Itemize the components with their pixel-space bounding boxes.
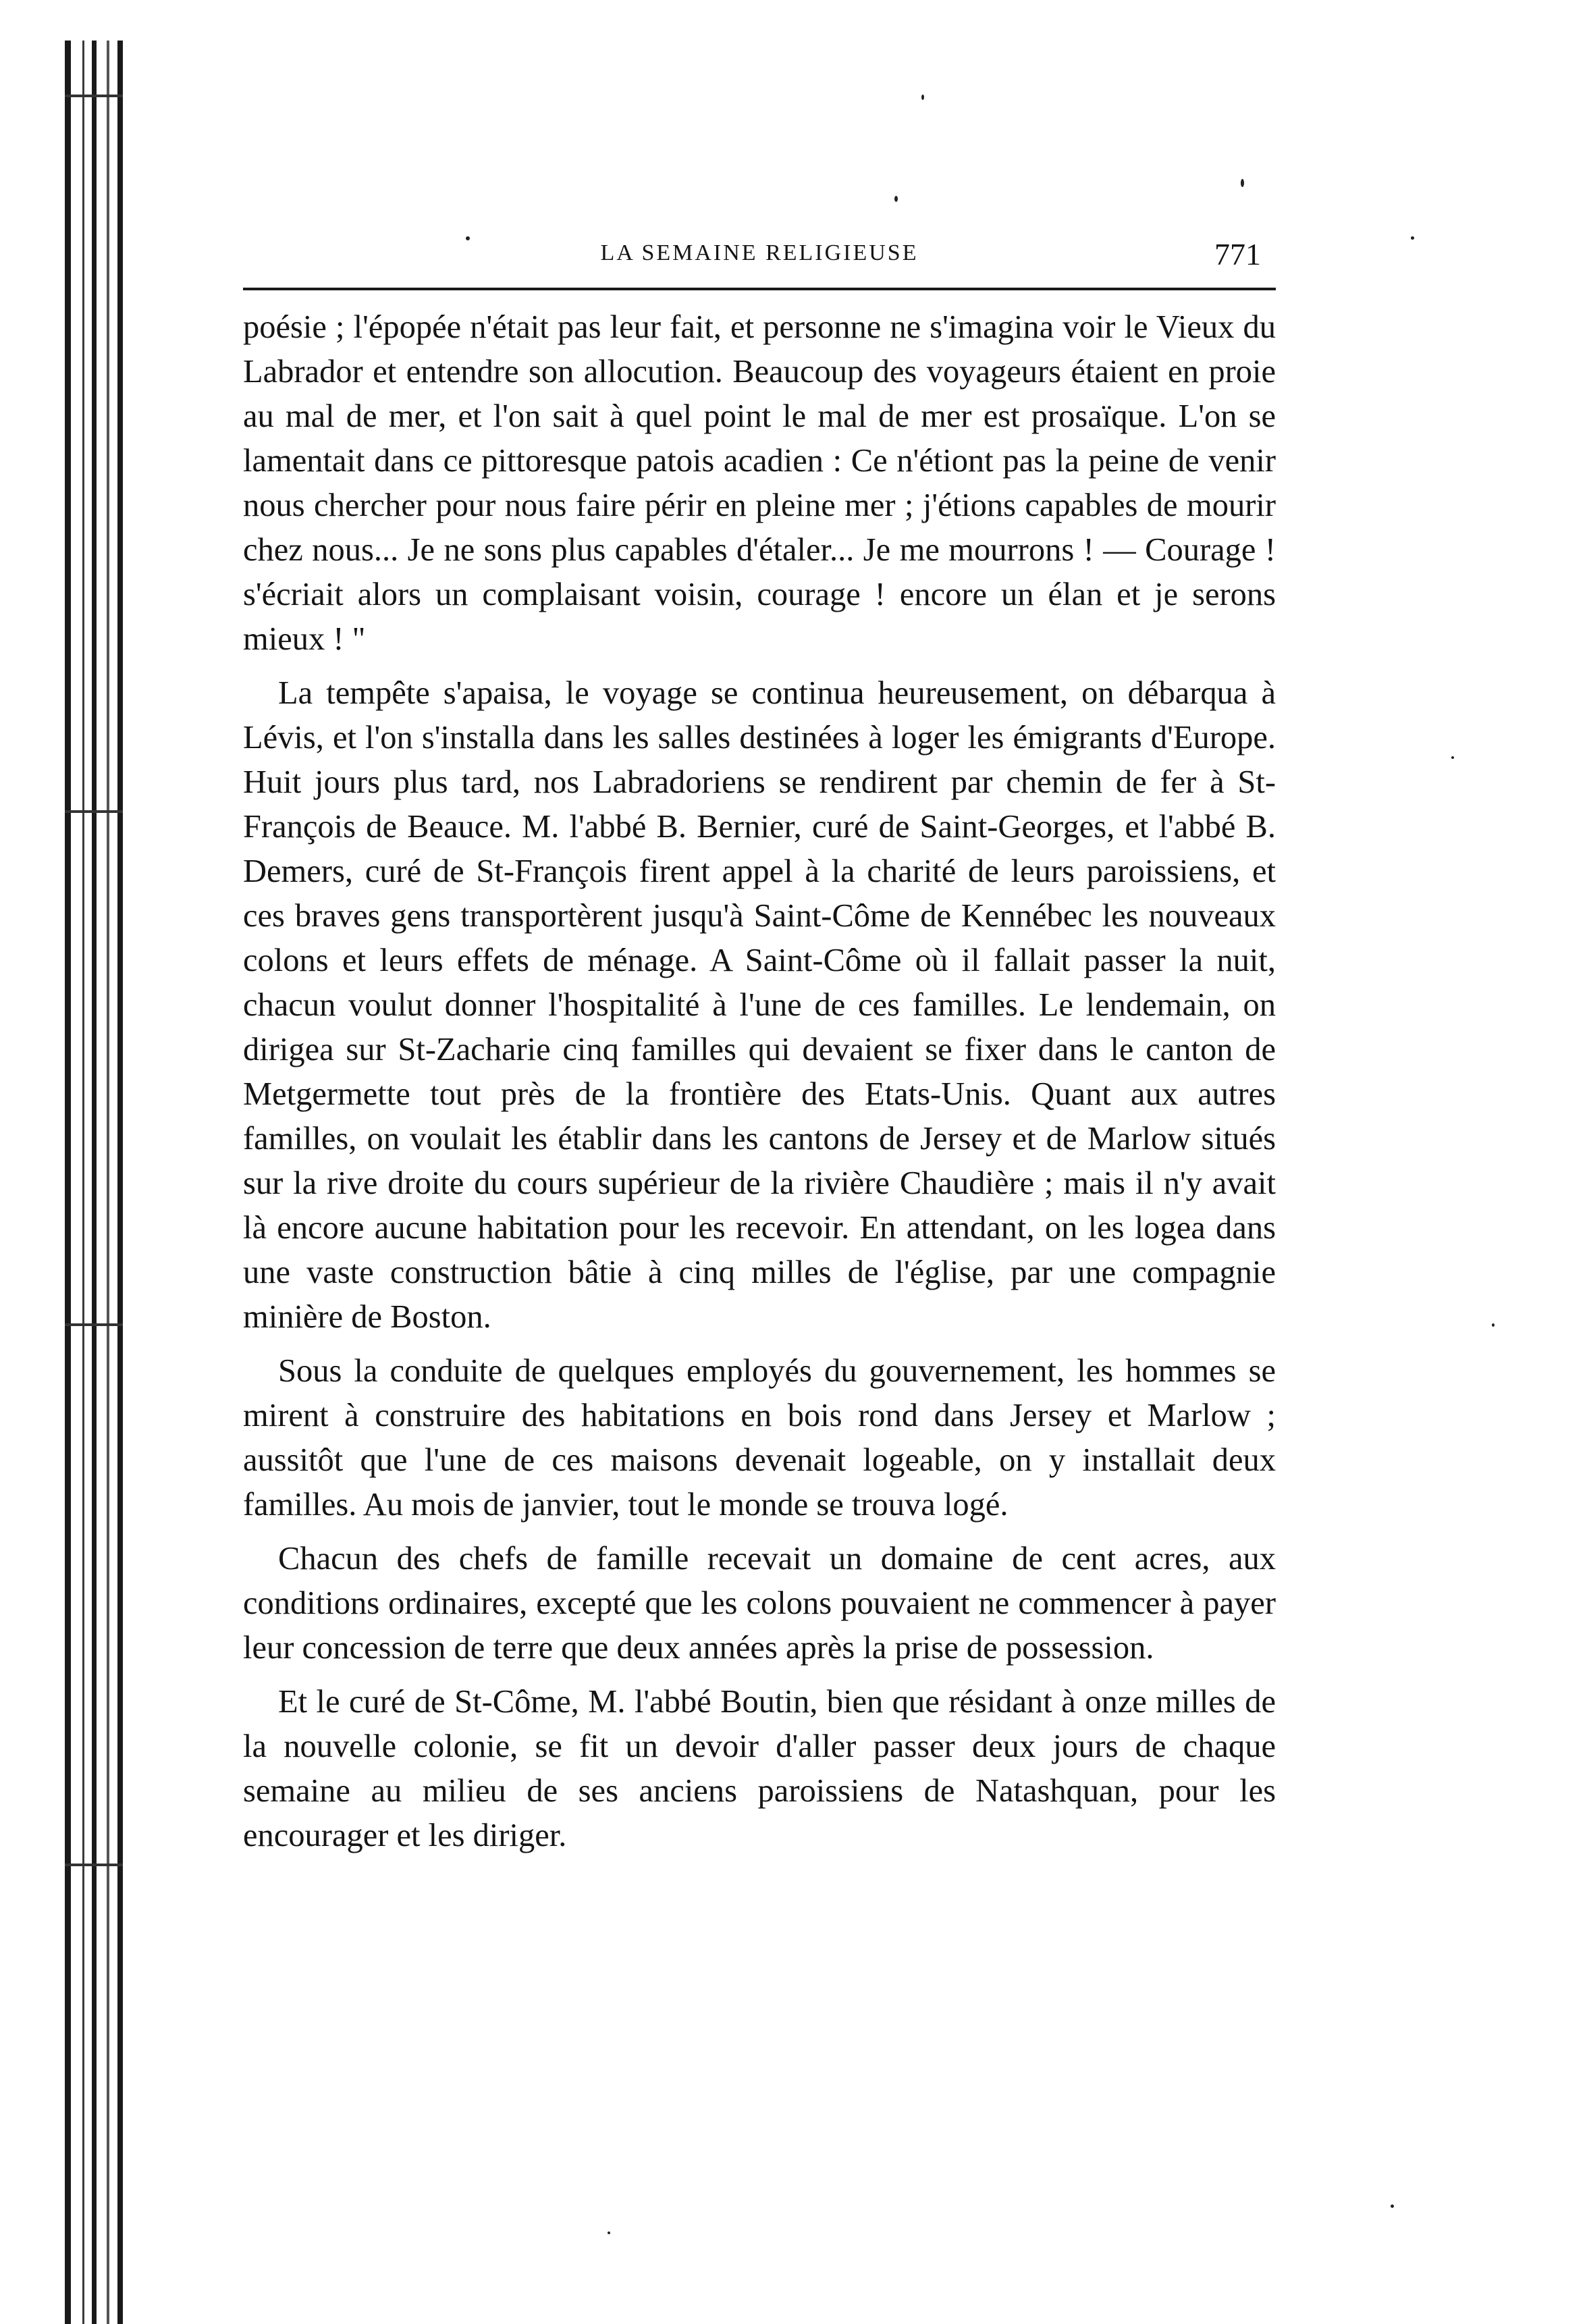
running-head bbox=[243, 236, 1276, 277]
scan-speck bbox=[1391, 2204, 1394, 2208]
paragraph: poésie ; l'épopée n'était pas leur fait, et personne ne s'imagina voir le Vieux du Labrador et entendre son allocution. Beaucoup des voyageurs étaient en proie au mal de mer, et l'on sait à quel point le mal de mer est prosaïque. L'on se lamentait dans ce pittoresque patois acadien : Ce n'étiont pas la peine de venir nous chercher pour nous faire périr en pleine mer ; j'étions capables de mourir chez nous... Je ne sons plus capables d'étaler... Je me mourrons ! — Courage ! s'écriait alors un complaisant voisin, courage ! encore un élan et je serons mieux ! " bbox=[243, 309, 1276, 657]
scan-speck bbox=[1411, 236, 1414, 240]
scan-speck bbox=[1492, 1323, 1495, 1327]
page-number: 771 bbox=[1214, 237, 1261, 271]
binding-edge bbox=[65, 41, 123, 2324]
body-text bbox=[243, 305, 1276, 1858]
page bbox=[243, 236, 1276, 1868]
paragraph: La tempête s'apaisa, le voyage se continua heureusement, on débarqua à Lévis, et l'on s'installa dans les salles destinées à loger les émigrants d'Europe. Huit jours plus tard, nos Labradoriens se rendirent par chemin de fer à St-François de Beauce. M. l'abbé B. Bernier, curé de Saint-Georges, et l'abbé B. Demers, curé de St-François firent appel à la charité de leurs paroissiens, et ces braves gens transportèrent jusqu'à Saint-Côme de Kennébec les nouveaux colons et leurs effets de ménage. A Saint-Côme où il fallait passer la nuit, chacun voulut donner l'hospitalité à l'une de ces familles. Le lendemain, on dirigea sur St-Zacharie cinq familles qui devaient se fixer dans le canton de Metgermette tout près de la frontière des Etats-Unis. Quant aux autres familles, on voulait les établir dans les cantons de Jersey et de Marlow situés sur la rive droite du cours supérieur de la rivière Chaudière ; mais il n'y avait là encore aucune habitation pour les recevoir. En attendant, on les logea dans une vaste construction bâtie à cinq milles de l'église, par une compagnie minière de Boston. bbox=[243, 675, 1276, 1335]
running-title: LA SEMAINE RELIGIEUSE bbox=[600, 240, 919, 265]
paragraph: Sous la conduite de quelques employés du gouvernement, les hommes se mirent à construire des habitations en bois rond dans Jersey et Marlow ; aussitôt que l'une de ces maisons devenait logeable, on y installait deux familles. Au mois de janvier, tout le monde se trouva logé. bbox=[243, 1353, 1276, 1523]
scan-speck bbox=[894, 196, 898, 202]
scan-speck bbox=[1241, 179, 1244, 187]
paragraph: Et le curé de St-Côme, M. l'abbé Boutin, bien que résidant à onze milles de la nouvelle colonie, se fit un devoir d'aller passer deux jours de chaque semaine au milieu de ses anciens paroissiens de Natashquan, pour les encourager et les diriger. bbox=[243, 1684, 1276, 1853]
scan-speck bbox=[1451, 756, 1454, 759]
header-rule bbox=[243, 288, 1276, 290]
paragraph: Chacun des chefs de famille recevait un domaine de cent acres, aux conditions ordinaires, excepté que les colons pouvaient ne commencer à payer leur concession de terre que deux années après la prise de possession. bbox=[243, 1541, 1276, 1666]
scan-speck bbox=[921, 95, 924, 100]
scan-speck bbox=[608, 2231, 610, 2234]
